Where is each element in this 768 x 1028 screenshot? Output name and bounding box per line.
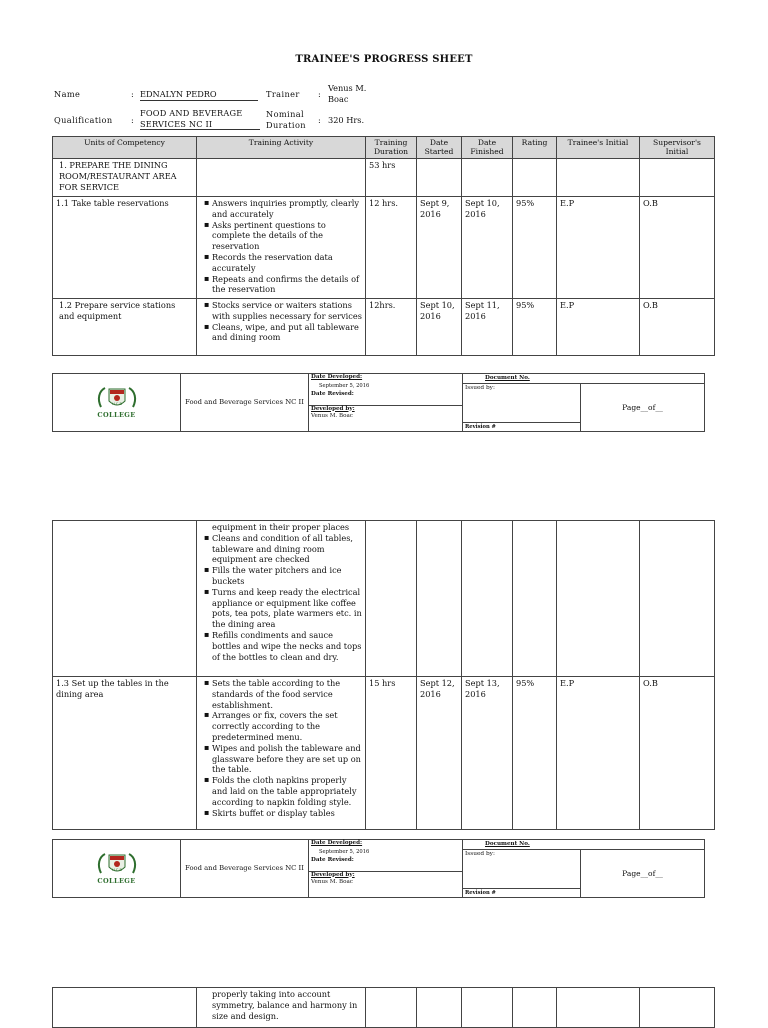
logo-letters: H C B	[111, 868, 122, 873]
finished-cell: Sept 10, 2016	[462, 197, 513, 299]
trainee-initial-cell: E.P	[557, 677, 640, 830]
col-activity: Training Activity	[197, 137, 366, 159]
col-trainee-initial: Trainee's Initial	[557, 137, 640, 159]
issued-by-label: Issued by:	[465, 384, 495, 391]
progress-table-2	[52, 520, 715, 830]
progress-table-1	[52, 136, 715, 356]
developed-by-label: Developed by:	[311, 871, 355, 878]
document-footer-1	[52, 373, 705, 432]
logo-cell	[53, 840, 181, 898]
issued-by-label: Issued by:	[465, 850, 495, 857]
rating-cell: 95%	[513, 197, 557, 299]
supervisor-initial-cell: O.B	[640, 299, 715, 356]
trainee-initial-cell: E.P	[557, 197, 640, 299]
trainer-colon: :	[318, 89, 321, 99]
date-revised-label: Date Revised:	[311, 856, 354, 863]
unit-cell: 1.2 Prepare service stations and equipment	[53, 299, 197, 356]
duration-cell: 53 hrs	[366, 159, 417, 197]
table-row	[53, 988, 715, 1028]
developed-by-value: Venus M. Boac	[311, 879, 353, 885]
rating-cell: 95%	[513, 299, 557, 356]
program-name: Food and Beverage Services NC II	[181, 374, 309, 432]
unit-cell: 1.3 Set up the tables in the dining area	[53, 677, 197, 830]
nominal-colon: :	[318, 115, 321, 125]
revision-label: Revision #	[465, 889, 496, 896]
qualification-value: FOOD AND BEVERAGE SERVICES NC II	[140, 108, 260, 130]
date-developed-value: September 5, 2016	[319, 849, 370, 855]
activity-item: ▪ Records the reservation data accurately	[212, 252, 362, 274]
logo-text: COLLEGE	[97, 411, 136, 420]
col-units: Units of Competency	[53, 137, 197, 159]
activity-continued: properly taking into account symmetry, balance and harmony in size and design.	[212, 989, 358, 1021]
started-cell: Sept 10, 2016	[417, 299, 462, 356]
program-name: Food and Beverage Services NC II	[181, 840, 309, 898]
activity-cell	[197, 299, 366, 356]
table-row	[53, 197, 715, 299]
college-logo-icon	[95, 385, 139, 413]
page-number: Page__of__	[581, 849, 705, 898]
name-label: Name	[54, 89, 81, 99]
finished-cell: Sept 13, 2016	[462, 677, 513, 830]
activity-continued: equipment in their proper places	[212, 522, 350, 532]
revision-label: Revision #	[465, 423, 496, 430]
date-revised-label: Date Revised:	[311, 390, 354, 397]
activity-item: ▪ Arranges or fix, covers the set correctly according to the predetermined menu.	[212, 710, 362, 742]
col-supervisor-initial: Supervisor's Initial	[640, 137, 715, 159]
unit-cell: 1.1 Take table reservations	[53, 197, 197, 299]
name-value: EDNALYN PEDRO	[140, 89, 258, 101]
table-row	[53, 521, 715, 677]
activity-item: ▪ Sets the table according to the standards of the food service establishment.	[212, 678, 362, 710]
trainer-value: Venus M. Boac	[328, 83, 367, 104]
trainer-label: Trainer	[266, 89, 300, 99]
table-row	[53, 159, 715, 197]
activity-item: ▪ Skirts buffet or display tables	[212, 808, 362, 819]
rating-cell: 95%	[513, 677, 557, 830]
activity-item: ▪ Repeats and confirms the details of the reservation	[212, 274, 362, 296]
activity-item: ▪ Asks pertinent questions to complete the details of the reservation	[212, 220, 362, 252]
college-logo-icon	[95, 851, 139, 879]
supervisor-initial-cell: O.B	[640, 197, 715, 299]
activity-item: ▪ Refills condiments and sauce bottles and wipe the necks and tops of the bottles to clean and dry.	[212, 630, 362, 662]
unit-cell: 1. PREPARE THE DINING ROOM/RESTAURANT AREA FOR SERVICE	[53, 159, 197, 197]
developed-by-value: Venus M. Boac	[311, 413, 353, 419]
duration-cell: 15 hrs	[366, 677, 417, 830]
duration-cell: 12 hrs.	[366, 197, 417, 299]
date-developed-label: Date Developed:	[311, 374, 363, 380]
trainee-initial-cell: E.P	[557, 299, 640, 356]
activity-item: ▪ Folds the cloth napkins properly and laid on the table appropriately according to napkin folding style.	[212, 775, 362, 807]
finished-cell: Sept 11, 2016	[462, 299, 513, 356]
document-footer-2	[52, 839, 705, 898]
activity-item: ▪ Answers inquiries promptly, clearly and accurately	[212, 198, 362, 220]
activity-item: ▪ Fills the water pitchers and ice buckets	[212, 565, 362, 587]
date-developed-label: Date Developed:	[311, 840, 363, 846]
logo-letters: H C B	[111, 402, 122, 407]
page-title: TRAINEE'S PROGRESS SHEET	[295, 54, 473, 65]
activity-item: ▪ Stocks service or waiters stations with supplies necessary for services	[212, 300, 362, 322]
activity-cell	[197, 988, 366, 1028]
logo-cell	[53, 374, 181, 432]
activity-item: ▪ Turns and keep ready the electrical appliance or equipment like coffee pots, tea pots, plate warmers etc. in the dining area	[212, 587, 362, 630]
page-number: Page__of__	[581, 383, 705, 432]
activity-cell	[197, 197, 366, 299]
table-row	[53, 677, 715, 830]
activity-item: ▪ Cleans, wipe, and put all tableware and dining room	[212, 322, 362, 344]
name-colon: :	[131, 89, 134, 99]
document-no-label: Document No.	[485, 375, 530, 381]
progress-table-3	[52, 987, 715, 1028]
col-started: Date Started	[417, 137, 462, 159]
nominal-duration-value: 320 Hrs.	[328, 115, 365, 125]
qualification-colon: :	[131, 115, 134, 125]
developed-by-label: Developed by:	[311, 405, 355, 412]
nominal-duration-label: Nominal Duration	[266, 109, 306, 130]
supervisor-initial-cell: O.B	[640, 677, 715, 830]
document-no-label: Document No.	[485, 841, 530, 847]
col-finished: Date Finished	[462, 137, 513, 159]
started-cell: Sept 12, 2016	[417, 677, 462, 830]
activity-cell	[197, 521, 366, 677]
col-duration: Training Duration	[366, 137, 417, 159]
started-cell: Sept 9, 2016	[417, 197, 462, 299]
activity-cell	[197, 677, 366, 830]
col-rating: Rating	[513, 137, 557, 159]
duration-cell: 12hrs.	[366, 299, 417, 356]
logo-text: COLLEGE	[97, 877, 136, 886]
activity-item: ▪ Cleans and condition of all tables, tableware and dining room equipment are checked	[212, 533, 362, 565]
activity-item: ▪ Wipes and polish the tableware and glassware before they are set up on the table.	[212, 743, 362, 775]
qualification-label: Qualification	[54, 115, 113, 125]
table-row	[53, 299, 715, 356]
date-developed-value: September 5, 2016	[319, 383, 370, 389]
